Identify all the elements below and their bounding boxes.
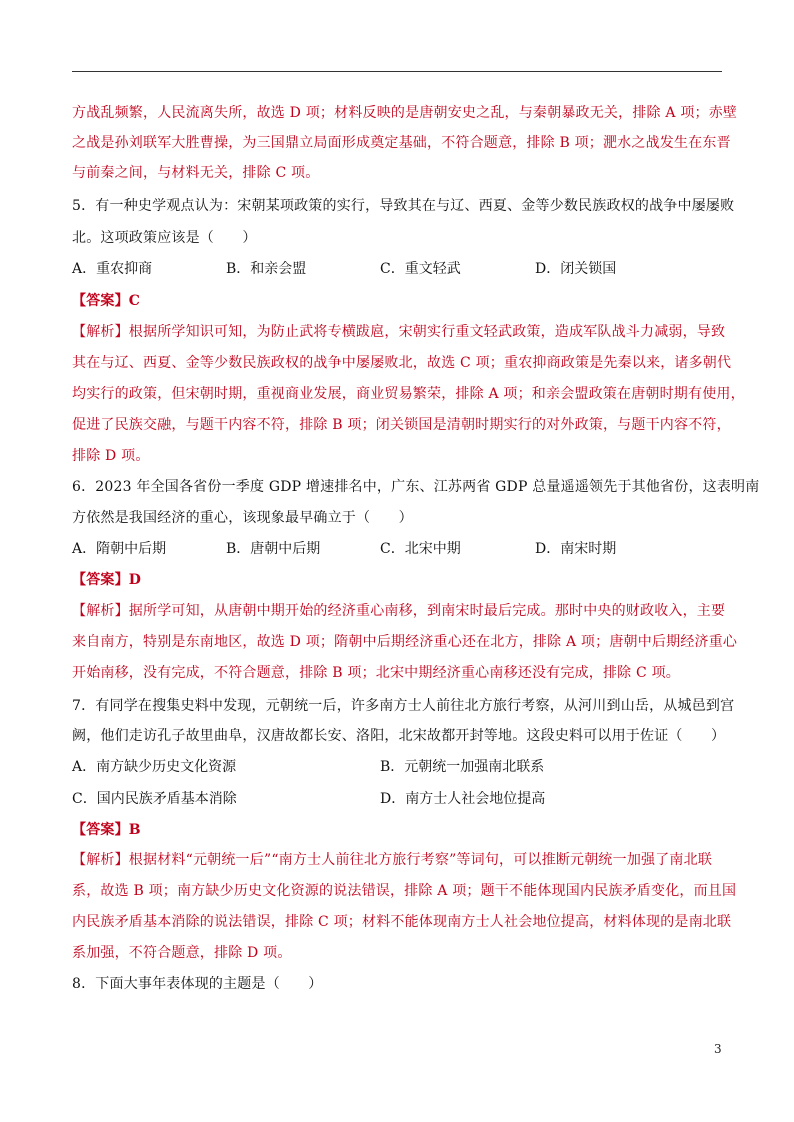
header-rule [72,71,722,72]
q7-analysis: 系，故选 B 项；南方缺少历史文化资源的说法错误，排除 A 项；题干不能体现国内民族矛盾变化，而且国 [72,883,737,899]
explanation-line: 与前秦之间，与材料无关，排除 C 项。 [72,165,320,181]
q7-answer: 【答案】B [72,822,141,838]
q5-option-a: A．重农抑商 [72,261,153,277]
q5-analysis: 均实行的政策，但宋朝时期，重视商业发展，商业贸易繁荣，排除 A 项；和亲会盟政策在唐朝时期有使用， [72,386,745,402]
q7-option-a: A．南方缺少历史文化资源 [72,759,237,775]
q6-analysis: 【解析】据所学可知，从唐朝中期开始的经济重心南移，到南宋时最后完成。那时中央的财政收入，主要 [72,603,726,619]
q5-answer: 【答案】C [72,293,141,309]
question-5-stem: 北。这项政策应该是（ ） [72,230,257,246]
q6-answer: 【答案】D [72,572,142,588]
q6-option-d: D．南宋时期 [535,541,617,557]
q6-analysis: 来自南方，特别是东南地区，故选 D 项；隋朝中后期经济重心还在北方，排除 A 项；唐朝中后期经济重心 [72,634,738,650]
q5-analysis: 促进了民族交融，与题干内容不符，排除 B 项；闭关锁国是清朝时期实行的对外政策，与题干内容不符， [72,417,731,433]
q7-analysis: 系加强，不符合题意，排除 D 项。 [72,945,292,961]
explanation-line: 方战乱频繁，人民流离失所，故选 D 项；材料反映的是唐朝安史之乱，与秦朝暴政无关，排除 A 项；赤壁 [72,105,738,121]
q5-analysis: 其在与辽、西夏、金等少数民族政权的战争中屡屡败北，故选 C 项；重农抑商政策是先秦以来，诸多朝代 [72,355,732,371]
page-number: 3 [714,1042,722,1056]
q6-analysis: 开始南移，没有完成，不符合题意，排除 B 项；北宋中期经济重心南移还没有完成，排除 C 项。 [72,665,680,681]
q6-option-b: B．唐朝中后期 [226,541,321,557]
q5-option-d: D．闭关锁国 [535,261,617,277]
q5-option-c: C．重文轻武 [380,261,461,277]
q5-analysis: 排除 D 项。 [72,448,150,464]
q7-option-d: D．南方士人社会地位提高 [380,791,546,807]
question-7-stem: 7．有同学在搜集史料中发现，元朝统一后，许多南方士人前往北方旅行考察，从河川到山岳，从城邑到宫 [72,698,735,714]
q5-option-b: B．和亲会盟 [226,261,307,277]
question-6-stem: 6．2023 年全国各省份一季度 GDP 增速排名中，广东、江苏两省 GDP 总量遥遥领先于其他省份，这表明南 [72,479,760,495]
q7-option-b: B．元朝统一加强南北联系 [380,759,545,775]
q6-option-c: C．北宋中期 [380,541,461,557]
q7-option-c: C．国内民族矛盾基本消除 [72,791,237,807]
q5-analysis: 【解析】根据所学知识可知，为防止武将专横跋扈，宋朝实行重文轻武政策，造成军队战斗力减弱，导致 [72,324,726,340]
q7-analysis: 【解析】根据材料“元朝统一后”“南方士人前往北方旅行考察”等词句，可以推断元朝统一加强了南北联 [72,852,713,868]
q7-analysis: 内民族矛盾基本消除的说法错误，排除 C 项；材料不能体现南方士人社会地位提高，材料体现的是南北联 [72,914,732,930]
question-6-stem: 方依然是我国经济的重心，该现象最早确立于（ ） [72,510,413,526]
q6-option-a: A．隋朝中后期 [72,541,167,557]
question-8-stem: 8．下面大事年表体现的主题是（ ） [72,976,323,992]
question-5-stem: 5．有一种史学观点认为：宋朝某项政策的实行，导致其在与辽、西夏、金等少数民族政权的战争中屡屡败 [72,198,735,214]
explanation-line: 之战是孙刘联军大胜曹操，为三国鼎立局面形成奠定基础，不符合题意，排除 B 项；淝水之战发生在东晋 [72,135,731,151]
question-7-stem: 阙，他们走访孔子故里曲阜，汉唐故都长安、洛阳，北宋故都开封等地。这段史料可以用于佐证（ ） [72,728,726,744]
